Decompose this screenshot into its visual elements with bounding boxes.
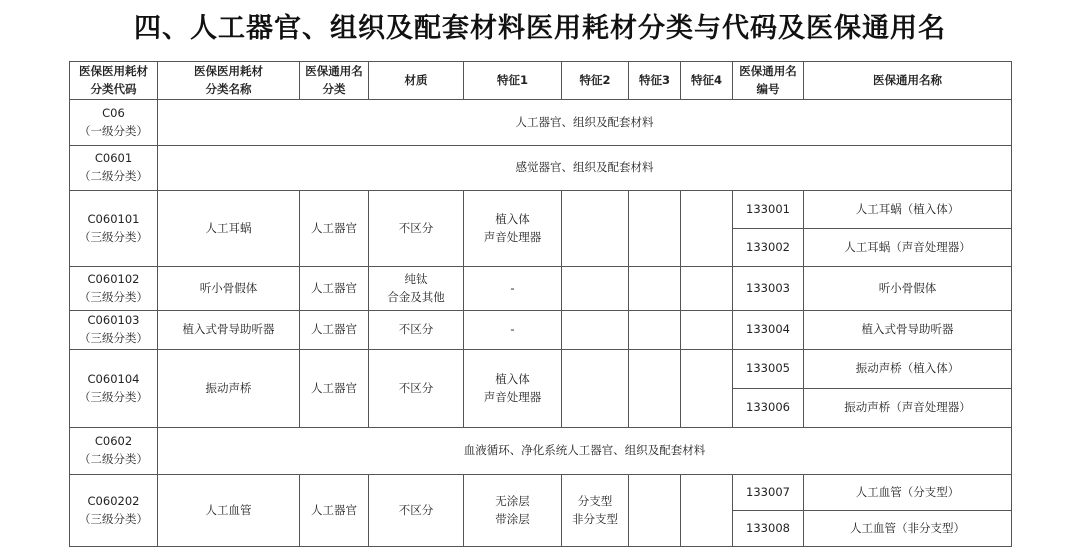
page-title: 四、人工器官、组织及配套材料医用耗材分类与代码及医保通用名: [134, 13, 946, 44]
category-cell: 人工器官: [300, 191, 369, 267]
feature4-cell: [681, 311, 733, 350]
table-row-level1: [70, 100, 1012, 146]
category-cell: 人工器官: [300, 475, 369, 547]
general-name-cell: 人工耳蜗（植入体）: [804, 191, 1012, 229]
feature1-cell: 无涂层 带涂层: [464, 475, 562, 547]
feature2-cell: [562, 267, 629, 311]
header-category: 医保通用名 分类: [300, 62, 369, 100]
feature2-cell: [562, 311, 629, 350]
feature4-cell: [681, 267, 733, 311]
general-name-cell: 振动声桥（植入体）: [804, 350, 1012, 389]
number-cell: 133002: [733, 229, 804, 267]
feature1-cell: 植入体 声音处理器: [464, 350, 562, 428]
classification-table: [69, 61, 1012, 547]
header-feature1: 特征1: [464, 62, 562, 100]
code-cell: C0602 （二级分类）: [70, 428, 158, 475]
code-cell: C060104 （三级分类）: [70, 350, 158, 428]
name-cell: 人工血管: [158, 475, 300, 547]
header-code: 医保医用耗材 分类代码: [70, 62, 158, 100]
number-cell: 133004: [733, 311, 804, 350]
general-name-cell: 听小骨假体: [804, 267, 1012, 311]
feature2-cell: [562, 191, 629, 267]
table-row-level2: [70, 146, 1012, 191]
feature4-cell: [681, 191, 733, 267]
name-cell: 人工耳蜗: [158, 191, 300, 267]
header-number: 医保通用名 编号: [733, 62, 804, 100]
name-cell: 植入式骨导助听器: [158, 311, 300, 350]
material-cell: 不区分: [369, 350, 464, 428]
category-cell: 人工器官: [300, 350, 369, 428]
header-feature2: 特征2: [562, 62, 629, 100]
general-name-cell: 植入式骨导助听器: [804, 311, 1012, 350]
table-row: [70, 191, 1012, 229]
category-name-cell: 人工器官、组织及配套材料: [158, 100, 1012, 146]
code-cell: C0601 （二级分类）: [70, 146, 158, 191]
number-cell: 133005: [733, 350, 804, 389]
header-material: 材质: [369, 62, 464, 100]
category-name-cell: 血液循环、净化系统人工器官、组织及配套材料: [158, 428, 1012, 475]
name-cell: 振动声桥: [158, 350, 300, 428]
feature2-cell: 分支型 非分支型: [562, 475, 629, 547]
code-cell: C060202 （三级分类）: [70, 475, 158, 547]
material-cell: 不区分: [369, 311, 464, 350]
number-cell: 133003: [733, 267, 804, 311]
code-cell: C060101 （三级分类）: [70, 191, 158, 267]
feature3-cell: [629, 191, 681, 267]
table-row: [70, 267, 1012, 311]
material-cell: 不区分: [369, 475, 464, 547]
feature3-cell: [629, 350, 681, 428]
table-row-level2: [70, 428, 1012, 475]
number-cell: 133001: [733, 191, 804, 229]
header-name: 医保医用耗材 分类名称: [158, 62, 300, 100]
category-cell: 人工器官: [300, 311, 369, 350]
table-row: [70, 475, 1012, 511]
feature1-cell: 植入体 声音处理器: [464, 191, 562, 267]
feature4-cell: [681, 475, 733, 547]
general-name-cell: 振动声桥（声音处理器）: [804, 389, 1012, 428]
number-cell: 133007: [733, 475, 804, 511]
code-cell: C060102 （三级分类）: [70, 267, 158, 311]
feature3-cell: [629, 267, 681, 311]
general-name-cell: 人工血管（分支型）: [804, 475, 1012, 511]
material-cell: 纯钛 合金及其他: [369, 267, 464, 311]
feature3-cell: [629, 311, 681, 350]
feature2-cell: [562, 350, 629, 428]
general-name-cell: 人工耳蜗（声音处理器）: [804, 229, 1012, 267]
feature3-cell: [629, 475, 681, 547]
feature1-cell: -: [464, 267, 562, 311]
feature4-cell: [681, 350, 733, 428]
material-cell: 不区分: [369, 191, 464, 267]
name-cell: 听小骨假体: [158, 267, 300, 311]
category-name-cell: 感觉器官、组织及配套材料: [158, 146, 1012, 191]
table-row: [70, 311, 1012, 350]
number-cell: 133006: [733, 389, 804, 428]
feature1-cell: -: [464, 311, 562, 350]
header-feature3: 特征3: [629, 62, 681, 100]
table-row: [70, 350, 1012, 389]
header-general-name: 医保通用名称: [804, 62, 1012, 100]
category-cell: 人工器官: [300, 267, 369, 311]
number-cell: 133008: [733, 511, 804, 547]
code-cell: C06 （一级分类）: [70, 100, 158, 146]
header-feature4: 特征4: [681, 62, 733, 100]
code-cell: C060103 （三级分类）: [70, 311, 158, 350]
header-row: [70, 62, 1012, 100]
general-name-cell: 人工血管（非分支型）: [804, 511, 1012, 547]
